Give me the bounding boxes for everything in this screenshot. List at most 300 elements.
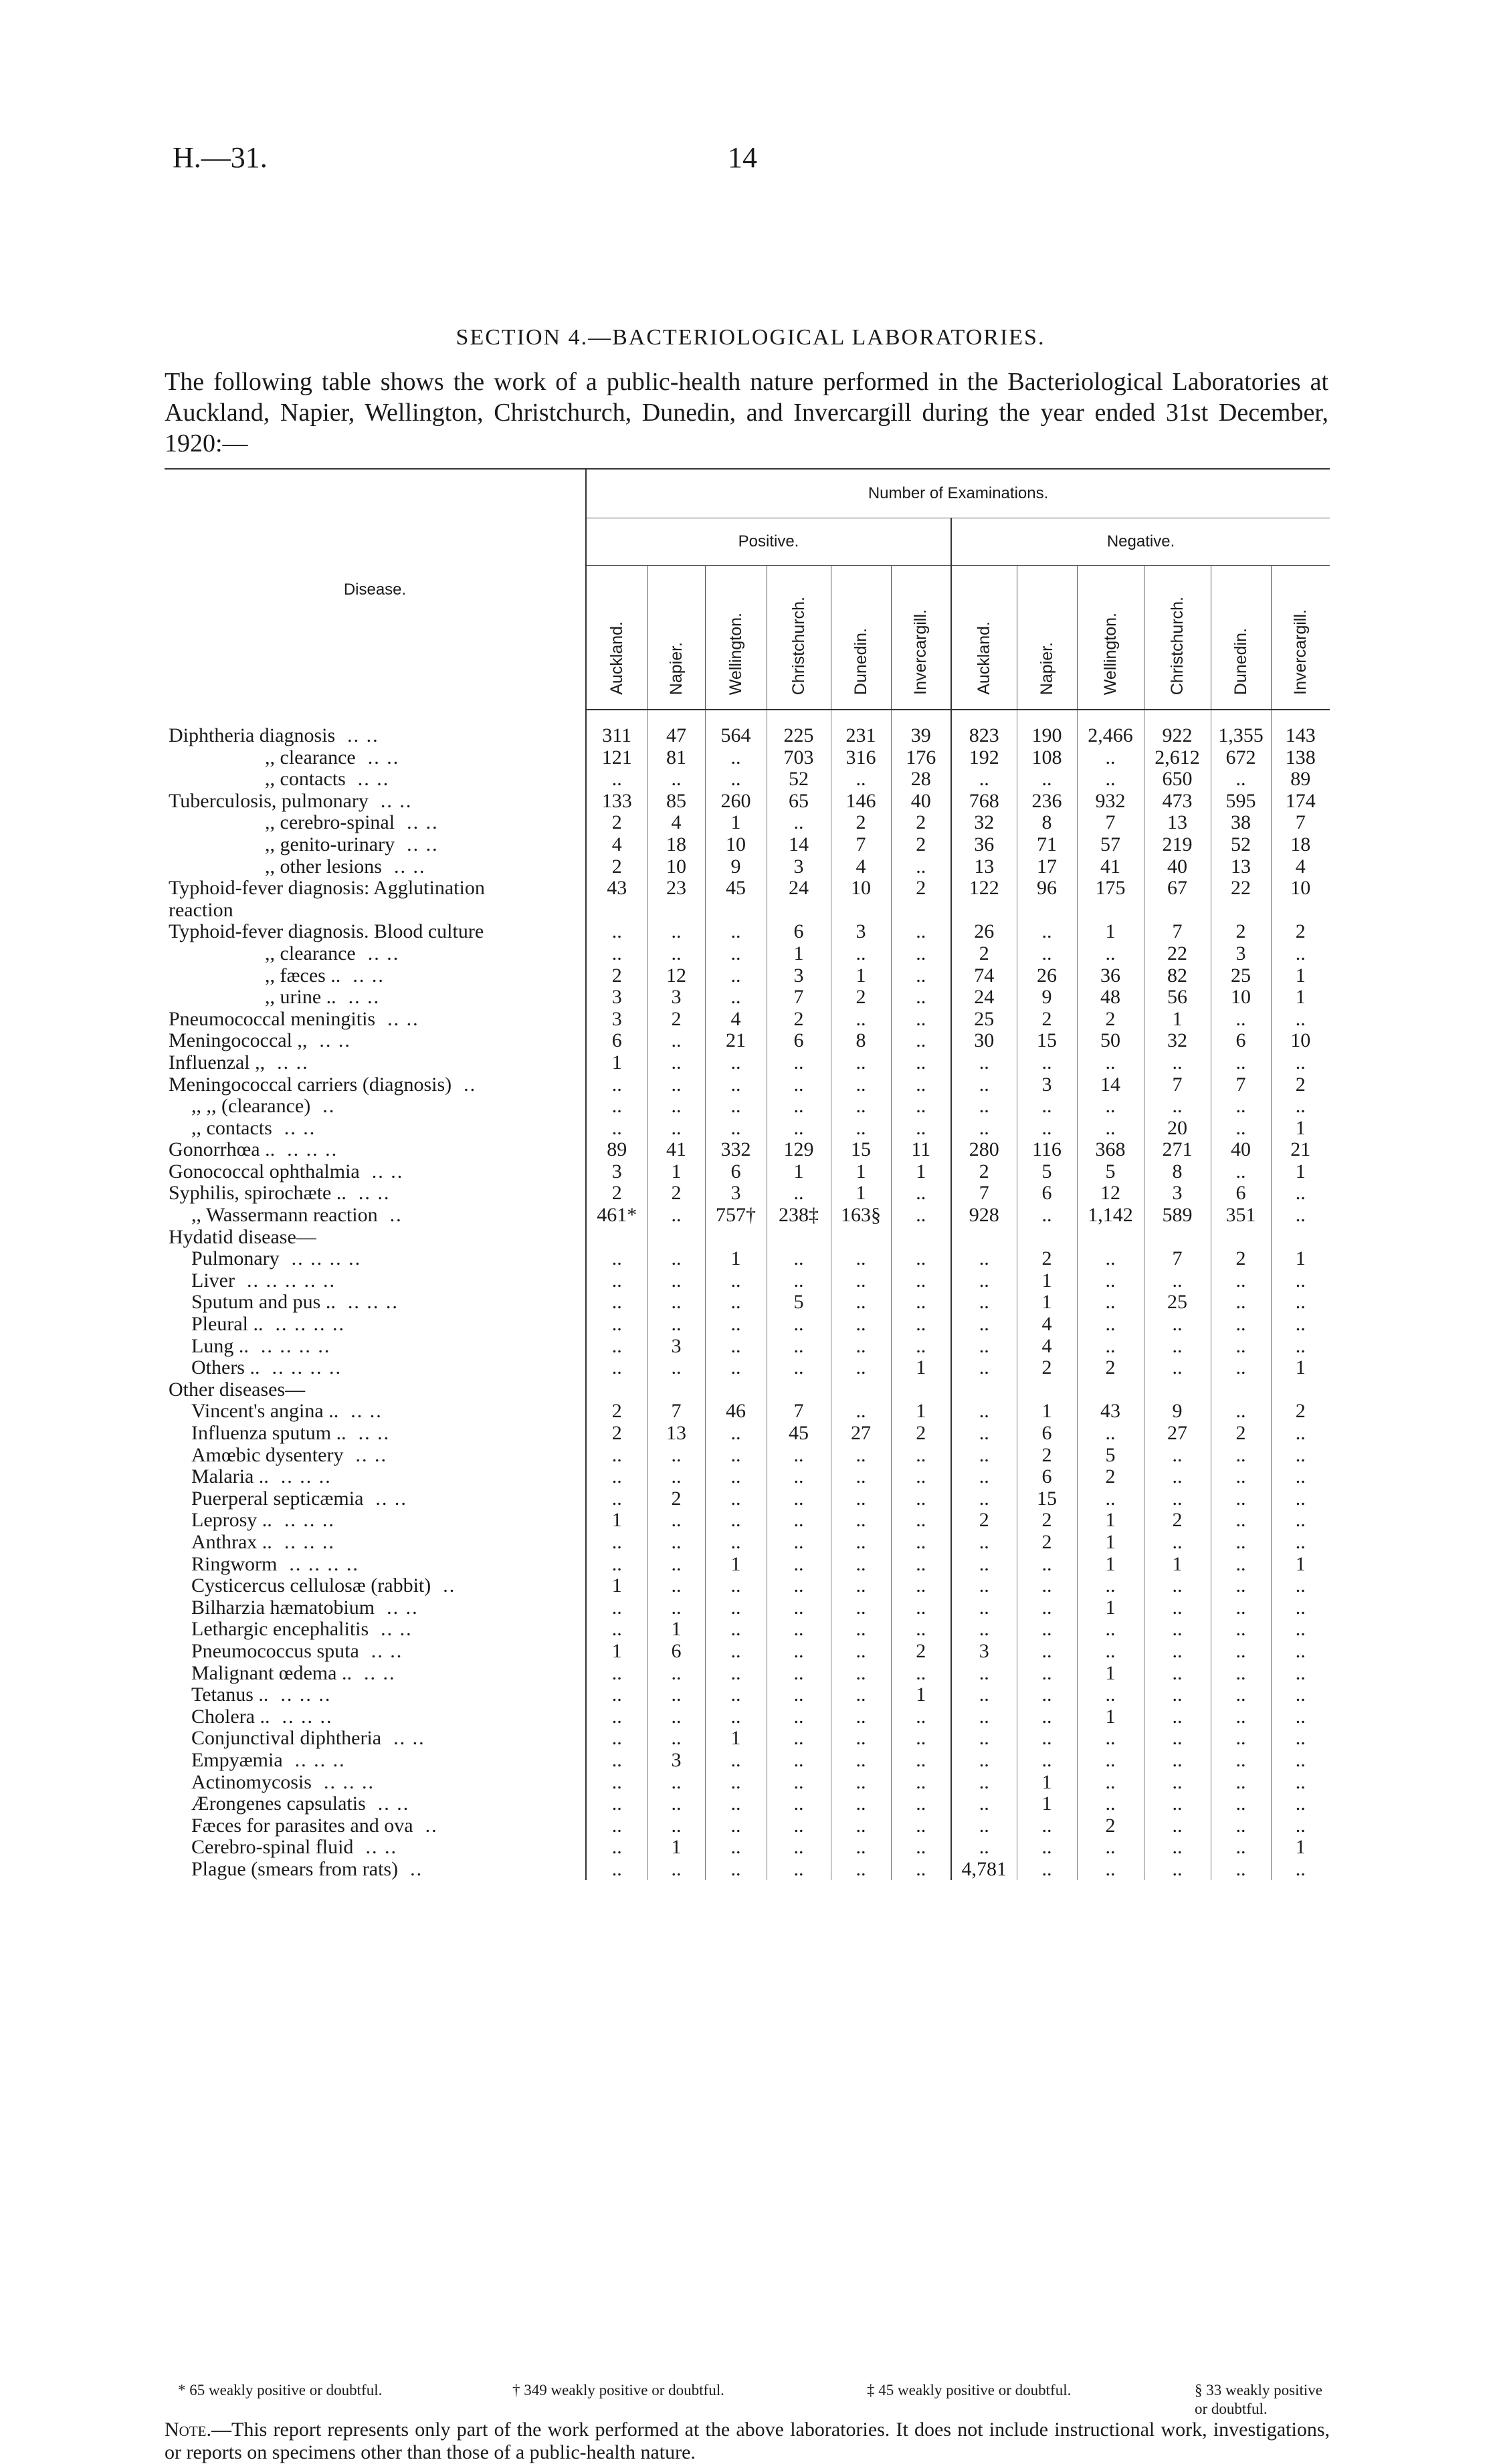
- leader-dots: .. ..: [347, 724, 379, 746]
- disease-name: Plague (smears from rats): [191, 1858, 399, 1880]
- table-cell: ..: [1271, 1336, 1330, 1358]
- table-cell: ..: [1077, 1488, 1144, 1510]
- table-cell: ..: [1017, 1096, 1077, 1118]
- table-cell: ..: [767, 1445, 831, 1467]
- table-cell: 3: [647, 987, 705, 1009]
- section-title: SECTION 4.—BACTERIOLOGICAL LABORATORIES.: [456, 325, 1045, 350]
- table-cell: 823: [951, 710, 1017, 747]
- table-cell: 11: [891, 1139, 951, 1161]
- table-cell: ..: [951, 1554, 1017, 1576]
- table-cell: ..: [1077, 1052, 1144, 1074]
- table-cell: ..: [705, 1510, 767, 1532]
- table-cell: 928: [951, 1205, 1017, 1227]
- table-cell: ..: [647, 1532, 705, 1554]
- table-cell: ..: [1211, 1401, 1271, 1423]
- table-cell: [1077, 1227, 1144, 1249]
- disease-name: ,, genito-urinary: [265, 833, 395, 855]
- table-cell: ..: [1211, 1793, 1271, 1815]
- table-cell: ..: [831, 1532, 891, 1554]
- column-header-label: Napier.: [666, 641, 686, 695]
- table-cell: ..: [767, 1684, 831, 1706]
- table-cell: ..: [1211, 1161, 1271, 1183]
- disease-name: Tetanus ..: [191, 1684, 269, 1706]
- table-cell: ..: [647, 1793, 705, 1815]
- table-cell: 1: [767, 1161, 831, 1183]
- table-row: [165, 987, 1330, 1009]
- table-cell: ..: [951, 1619, 1017, 1641]
- table-cell: 6: [1017, 1183, 1077, 1205]
- table-cell: [891, 900, 951, 922]
- leader-dots: .. ..: [367, 746, 400, 768]
- table-cell: ..: [705, 1619, 767, 1641]
- table-row: [165, 1357, 1330, 1379]
- table-cell: 96: [1017, 878, 1077, 900]
- table-cell: ..: [831, 1096, 891, 1118]
- table-cell: [586, 1227, 647, 1249]
- footnote-section: § 33 weakly positive or doubtful.: [1195, 2382, 1322, 2417]
- table-cell: 10: [1211, 987, 1271, 1009]
- leader-dots: .. .. ..: [280, 1684, 332, 1706]
- disease-name: Tuberculosis, pulmonary: [169, 790, 369, 812]
- leader-dots: .. ..: [353, 964, 385, 987]
- table-cell: ..: [1077, 943, 1144, 965]
- table-cell: 7: [767, 987, 831, 1009]
- table-cell: ..: [831, 1575, 891, 1597]
- table-cell: ..: [1017, 1575, 1077, 1597]
- table-cell: 2: [1017, 1248, 1077, 1270]
- table-cell: ..: [705, 943, 767, 965]
- table-cell: ..: [1271, 1684, 1330, 1706]
- table-cell: ..: [586, 1554, 647, 1576]
- table-cell: ..: [586, 1336, 647, 1358]
- column-header-label: Invercargill.: [911, 609, 930, 695]
- table-cell: 27: [831, 1423, 891, 1445]
- table-cell: 18: [1271, 834, 1330, 856]
- table-cell: [647, 1379, 705, 1401]
- disease-name: Sputum and pus ..: [191, 1292, 336, 1314]
- table-cell: ..: [1271, 943, 1330, 965]
- table-cell: ..: [1144, 1641, 1211, 1663]
- table-cell: ..: [891, 1466, 951, 1488]
- table-cell: 10: [1271, 878, 1330, 900]
- table-cell: 2: [586, 965, 647, 987]
- table-cell: ..: [586, 943, 647, 965]
- disease-label: [165, 1663, 586, 1685]
- table-cell: ..: [1271, 1009, 1330, 1031]
- table-row: [165, 1793, 1330, 1815]
- table-cell: ..: [891, 1793, 951, 1815]
- table-cell: ..: [1211, 1728, 1271, 1750]
- leader-dots: ..: [425, 1815, 438, 1837]
- table-row: [165, 856, 1330, 878]
- table-row: [165, 1401, 1330, 1423]
- table-cell: 7: [1144, 1074, 1211, 1096]
- column-header-label: Dunedin.: [851, 627, 870, 695]
- leader-dots: .. ..: [351, 1401, 383, 1423]
- table-cell: ..: [647, 1728, 705, 1750]
- table-cell: ..: [647, 1575, 705, 1597]
- disease-label: [165, 1379, 586, 1401]
- table-cell: ..: [1271, 1815, 1330, 1837]
- table-cell: 5: [1017, 1161, 1077, 1183]
- table-cell: ..: [1271, 1619, 1330, 1641]
- table-cell: 1: [1271, 1554, 1330, 1576]
- table-cell: ..: [1211, 1096, 1271, 1118]
- table-cell: ..: [767, 1052, 831, 1074]
- table-cell: ..: [891, 1597, 951, 1619]
- table-cell: 81: [647, 747, 705, 769]
- table-cell: 6: [647, 1641, 705, 1663]
- number-of-examinations-header: Number of Examinations.: [586, 469, 1330, 518]
- disease-label: [165, 1859, 586, 1881]
- table-cell: ..: [891, 1270, 951, 1292]
- disease-name: Other diseases—: [169, 1378, 306, 1401]
- table-cell: ..: [705, 1793, 767, 1815]
- table-cell: 4: [586, 834, 647, 856]
- disease-label: [165, 1227, 586, 1249]
- table-row: [165, 1183, 1330, 1205]
- table-row: [165, 1859, 1330, 1881]
- table-cell: 2: [891, 834, 951, 856]
- table-cell: ..: [586, 1706, 647, 1728]
- table-cell: 672: [1211, 747, 1271, 769]
- disease-header: Disease.: [343, 580, 407, 599]
- table-cell: ..: [1077, 747, 1144, 769]
- table-cell: ..: [1271, 1641, 1330, 1663]
- table-cell: [1017, 900, 1077, 922]
- disease-name: Cholera ..: [191, 1706, 270, 1728]
- table-cell: ..: [1017, 1597, 1077, 1619]
- table-cell: 4: [1271, 856, 1330, 878]
- table-cell: ..: [951, 1793, 1017, 1815]
- disease-name: Bilharzia hæmatobium: [191, 1597, 375, 1619]
- disease-name: Cysticercus cellulosæ (rabbit): [191, 1575, 431, 1597]
- table-cell: ..: [951, 1706, 1017, 1728]
- table-cell: 20: [1144, 1118, 1211, 1140]
- disease-label: [165, 1030, 586, 1052]
- disease-label: [165, 1314, 586, 1336]
- table-cell: ..: [951, 1074, 1017, 1096]
- table-cell: 1: [1077, 1663, 1144, 1685]
- table-cell: 1: [647, 1619, 705, 1641]
- table-cell: ..: [831, 1510, 891, 1532]
- table-cell: ..: [1211, 1837, 1271, 1859]
- table-row: [165, 1815, 1330, 1837]
- table-cell: ..: [705, 1466, 767, 1488]
- table-cell: ..: [1144, 1357, 1211, 1379]
- table-cell: [1211, 1227, 1271, 1249]
- table-cell: ..: [1144, 1597, 1211, 1619]
- table-cell: 45: [705, 878, 767, 900]
- disease-name: Leprosy ..: [191, 1510, 272, 1532]
- table-cell: ..: [1211, 1750, 1271, 1772]
- table-cell: ..: [1271, 1183, 1330, 1205]
- table-cell: ..: [1077, 1619, 1144, 1641]
- table-cell: 1: [767, 943, 831, 965]
- table-cell: 6: [1211, 1030, 1271, 1052]
- table-cell: ..: [831, 1357, 891, 1379]
- table-cell: 18: [647, 834, 705, 856]
- leader-dots: ..: [464, 1073, 477, 1096]
- disease-label: [165, 1357, 586, 1379]
- table-cell: 85: [647, 791, 705, 813]
- table-cell: ..: [586, 1619, 647, 1641]
- table-cell: 7: [1271, 812, 1330, 834]
- table-cell: ..: [1144, 1052, 1211, 1074]
- table-cell: ..: [1144, 1445, 1211, 1467]
- table-cell: ..: [647, 1357, 705, 1379]
- table-cell: ..: [586, 1488, 647, 1510]
- table-cell: ..: [891, 1750, 951, 1772]
- table-cell: ..: [1017, 1815, 1077, 1837]
- table-cell: [831, 900, 891, 922]
- disease-label: [165, 1750, 586, 1772]
- page-reference: H.—31.: [173, 141, 268, 174]
- table-cell: 2: [586, 1401, 647, 1423]
- disease-label: [165, 1161, 586, 1183]
- disease-label: [165, 878, 586, 900]
- table-cell: 2: [1017, 1357, 1077, 1379]
- table-cell: ..: [767, 1728, 831, 1750]
- table-cell: 1,355: [1211, 710, 1271, 747]
- leader-dots: ..: [443, 1575, 456, 1597]
- table-row: [165, 921, 1330, 943]
- leader-dots: .. .. ..: [280, 1466, 332, 1488]
- table-cell: ..: [705, 1118, 767, 1140]
- table-cell: ..: [767, 1314, 831, 1336]
- table-cell: ..: [647, 1510, 705, 1532]
- leader-dots: .. ..: [367, 942, 400, 964]
- table-cell: 2: [647, 1009, 705, 1031]
- table-cell: ..: [1017, 1118, 1077, 1140]
- table-cell: 12: [647, 965, 705, 987]
- table-cell: ..: [586, 1248, 647, 1270]
- table-cell: ..: [1077, 768, 1144, 791]
- table-cell: ..: [1211, 1488, 1271, 1510]
- table-cell: ..: [891, 1030, 951, 1052]
- table-row: [165, 768, 1330, 791]
- table-cell: 9: [1144, 1401, 1211, 1423]
- table-cell: ..: [891, 1728, 951, 1750]
- table-cell: 47: [647, 710, 705, 747]
- table-cell: 1: [1271, 1161, 1330, 1183]
- table-cell: ..: [586, 1837, 647, 1859]
- negative-header: Negative.: [951, 518, 1330, 566]
- disease-label: [165, 1270, 586, 1292]
- table-cell: ..: [831, 1248, 891, 1270]
- table-cell: ..: [951, 1401, 1017, 1423]
- footnote-dagger: † 349 weakly positive or doubtful.: [512, 2382, 724, 2398]
- table-cell: ..: [586, 1096, 647, 1118]
- table-cell: 368: [1077, 1139, 1144, 1161]
- table-cell: 21: [1271, 1139, 1330, 1161]
- table-row: [165, 1684, 1330, 1706]
- table-cell: ..: [647, 921, 705, 943]
- table-cell: ..: [586, 1728, 647, 1750]
- column-header-label: Christchurch.: [789, 596, 808, 695]
- table-cell: 2: [891, 812, 951, 834]
- table-cell: ..: [767, 1248, 831, 1270]
- table-cell: 41: [647, 1139, 705, 1161]
- table-cell: ..: [1144, 1532, 1211, 1554]
- leader-dots: .. ..: [284, 1117, 316, 1139]
- table-cell: 1: [1144, 1554, 1211, 1576]
- table-cell: ..: [831, 1619, 891, 1641]
- table-cell: 65: [767, 791, 831, 813]
- table-cell: 43: [586, 878, 647, 900]
- table-cell: ..: [1017, 943, 1077, 965]
- table-cell: 9: [1017, 987, 1077, 1009]
- table-cell: ..: [1077, 1118, 1144, 1140]
- table-cell: ..: [831, 1314, 891, 1336]
- table-cell: ..: [647, 1663, 705, 1685]
- table-cell: ..: [1211, 1597, 1271, 1619]
- table-cell: ..: [891, 1205, 951, 1227]
- leader-dots: .. .. ..: [282, 1706, 333, 1728]
- table-cell: ..: [1271, 1859, 1330, 1881]
- table-cell: 2,466: [1077, 710, 1144, 747]
- table-cell: 40: [1211, 1139, 1271, 1161]
- positive-column-header: [705, 566, 767, 710]
- table-cell: 6: [767, 921, 831, 943]
- table-cell: ..: [1144, 1750, 1211, 1772]
- disease-name: ,, clearance: [265, 746, 356, 768]
- table-cell: 30: [951, 1030, 1017, 1052]
- table-row: [165, 1837, 1330, 1859]
- positive-column-header: [586, 566, 647, 710]
- table-cell: 27: [1144, 1423, 1211, 1445]
- table-cell: 219: [1144, 834, 1211, 856]
- disease-name: Actinomycosis: [191, 1771, 312, 1793]
- table-cell: ..: [705, 1837, 767, 1859]
- table-cell: 6: [767, 1030, 831, 1052]
- table-cell: ..: [1211, 1859, 1271, 1881]
- table-cell: ..: [1211, 1292, 1271, 1314]
- note-paragraph: [165, 2419, 1330, 2464]
- table-row: [165, 1706, 1330, 1728]
- table-cell: ..: [1144, 1575, 1211, 1597]
- table-cell: 1: [1017, 1270, 1077, 1292]
- table-cell: ..: [1271, 1466, 1330, 1488]
- table-cell: ..: [767, 1357, 831, 1379]
- table-cell: ..: [1144, 1270, 1211, 1292]
- table-cell: ..: [767, 1815, 831, 1837]
- table-cell: 2: [1077, 1357, 1144, 1379]
- table-cell: 48: [1077, 987, 1144, 1009]
- table-cell: ..: [951, 1357, 1017, 1379]
- table-cell: ..: [831, 1706, 891, 1728]
- table-cell: ..: [767, 1859, 831, 1881]
- table-cell: [705, 1379, 767, 1401]
- table-row: [165, 1270, 1330, 1292]
- disease-label: [165, 1118, 586, 1140]
- table-cell: [647, 1227, 705, 1249]
- table-row: [165, 943, 1330, 965]
- table-cell: ..: [1211, 1357, 1271, 1379]
- table-cell: ..: [951, 1575, 1017, 1597]
- table-cell: 6: [1017, 1466, 1077, 1488]
- table-cell: ..: [1077, 1772, 1144, 1794]
- leader-dots: .. ..: [371, 1640, 403, 1662]
- disease-label: [165, 1488, 586, 1510]
- disease-name: Vincent's angina ..: [191, 1401, 339, 1423]
- table-cell: 3: [1017, 1074, 1077, 1096]
- table-row: [165, 812, 1330, 834]
- table-cell: ..: [1077, 1641, 1144, 1663]
- disease-name: Others ..: [191, 1357, 260, 1379]
- table-cell: ..: [647, 1772, 705, 1794]
- table-cell: ..: [891, 1706, 951, 1728]
- disease-name: ,, clearance: [265, 942, 356, 964]
- table-cell: 1: [705, 1248, 767, 1270]
- table-cell: 13: [1211, 856, 1271, 878]
- table-cell: ..: [705, 1663, 767, 1685]
- table-row: [165, 710, 1330, 747]
- table-cell: 2: [951, 943, 1017, 965]
- table-row: [165, 1575, 1330, 1597]
- table-cell: [767, 1379, 831, 1401]
- leader-dots: .. .. .. ..: [272, 1357, 342, 1379]
- table-cell: ..: [951, 1772, 1017, 1794]
- table-cell: ..: [831, 1684, 891, 1706]
- table-cell: 4: [705, 1009, 767, 1031]
- leader-dots: .. ..: [407, 833, 439, 855]
- table-cell: 8: [831, 1030, 891, 1052]
- table-cell: ..: [891, 965, 951, 987]
- table-cell: ..: [1017, 1052, 1077, 1074]
- table-cell: [1144, 1379, 1211, 1401]
- table-cell: ..: [1017, 1619, 1077, 1641]
- table-cell: 1: [586, 1575, 647, 1597]
- table-cell: ..: [831, 1488, 891, 1510]
- table-cell: [951, 1379, 1017, 1401]
- table-cell: ..: [586, 1815, 647, 1837]
- leader-dots: .. ..: [355, 1444, 387, 1466]
- disease-name: Meningococcal carriers (diagnosis): [169, 1073, 452, 1096]
- disease-label: [165, 1728, 586, 1750]
- disease-name: Diphtheria diagnosis: [169, 724, 336, 746]
- table-cell: ..: [891, 1575, 951, 1597]
- table-cell: [767, 1227, 831, 1249]
- disease-name: Ringworm: [191, 1553, 278, 1575]
- table-cell: 1: [1271, 965, 1330, 987]
- table-cell: ..: [1271, 1793, 1330, 1815]
- table-cell: ..: [951, 1815, 1017, 1837]
- leader-dots: .. .. .. ..: [289, 1553, 359, 1575]
- table-cell: ..: [1211, 1532, 1271, 1554]
- table-cell: ..: [1211, 1466, 1271, 1488]
- disease-name: ,, fæces ..: [265, 964, 341, 987]
- table-cell: ..: [891, 1663, 951, 1685]
- table-cell: ..: [1144, 1488, 1211, 1510]
- note-text: —This report represents only part of the work performed at the above laboratories. It does not include instructional work, investigations, or reports on specimens other than those of a public-health nature.: [165, 2419, 1330, 2463]
- table-cell: 89: [586, 1139, 647, 1161]
- table-cell: 7: [647, 1401, 705, 1423]
- table-cell: 15: [831, 1139, 891, 1161]
- table-cell: 1: [1077, 1532, 1144, 1554]
- table-cell: 6: [586, 1030, 647, 1052]
- positive-header: Positive.: [586, 518, 951, 566]
- table-row: [165, 1641, 1330, 1663]
- table-cell: ..: [767, 1772, 831, 1794]
- table-cell: ..: [831, 1270, 891, 1292]
- table-cell: ..: [831, 1772, 891, 1794]
- table-cell: [1144, 900, 1211, 922]
- table-cell: ..: [767, 1575, 831, 1597]
- table-cell: ..: [1144, 1336, 1211, 1358]
- table-cell: 13: [647, 1423, 705, 1445]
- table-cell: 2: [586, 856, 647, 878]
